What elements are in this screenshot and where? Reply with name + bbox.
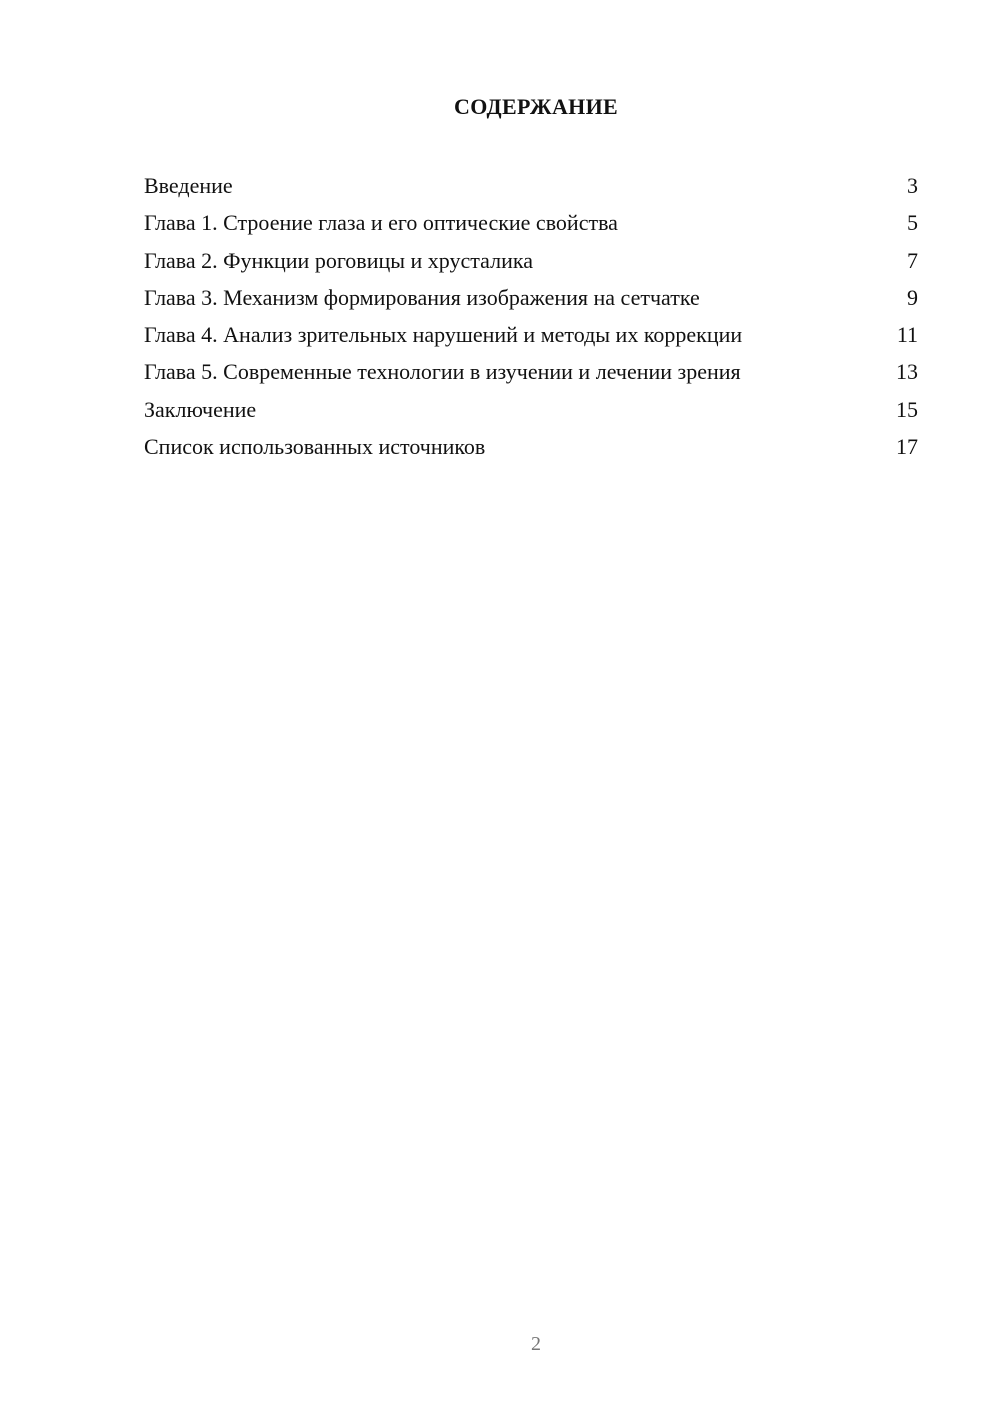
toc-entry-page: 9	[907, 284, 918, 310]
toc-entry-label: Заключение	[144, 396, 257, 422]
toc-entry-label: Глава 2. Функции роговицы и хрусталика	[144, 247, 533, 273]
toc-entry-label: Список использованных источников	[144, 434, 486, 460]
toc-entry-chapter-4[interactable]	[144, 316, 918, 353]
page-number: 2	[531, 1333, 541, 1355]
toc-entry-page: 15	[896, 396, 918, 422]
toc-entry-label: Глава 3. Механизм формирования изображения на сетчатке	[144, 284, 700, 310]
toc-entry-references[interactable]	[144, 428, 918, 465]
toc-entry-label: Глава 1. Строение глаза и его оптические свойства	[144, 210, 618, 236]
toc-entry-introduction[interactable]	[144, 167, 918, 204]
toc-entry-label: Глава 5. Современные технологии в изучении и лечении зрения	[144, 359, 741, 385]
toc-entry-page: 17	[896, 434, 918, 460]
toc-entry-page: 3	[907, 173, 918, 198]
toc-entry-page: 5	[907, 210, 918, 236]
toc-entry-conclusion[interactable]	[144, 391, 918, 428]
toc-entry-page: 13	[896, 359, 918, 385]
toc-entry-chapter-3[interactable]	[144, 279, 918, 316]
toc-entry-chapter-2[interactable]	[144, 242, 918, 279]
toc-entry-label: Введение	[144, 173, 233, 198]
toc-entry-page: 11	[896, 322, 918, 348]
toc-entry-chapter-5[interactable]	[144, 353, 918, 390]
toc-entry-page: 7	[907, 247, 918, 273]
page-title: СОДЕРЖАНИЕ	[454, 94, 618, 119]
table-of-contents	[144, 167, 918, 465]
toc-entry-chapter-1[interactable]	[144, 204, 918, 241]
toc-entry-label: Глава 4. Анализ зрительных нарушений и методы их коррекции	[144, 322, 743, 348]
